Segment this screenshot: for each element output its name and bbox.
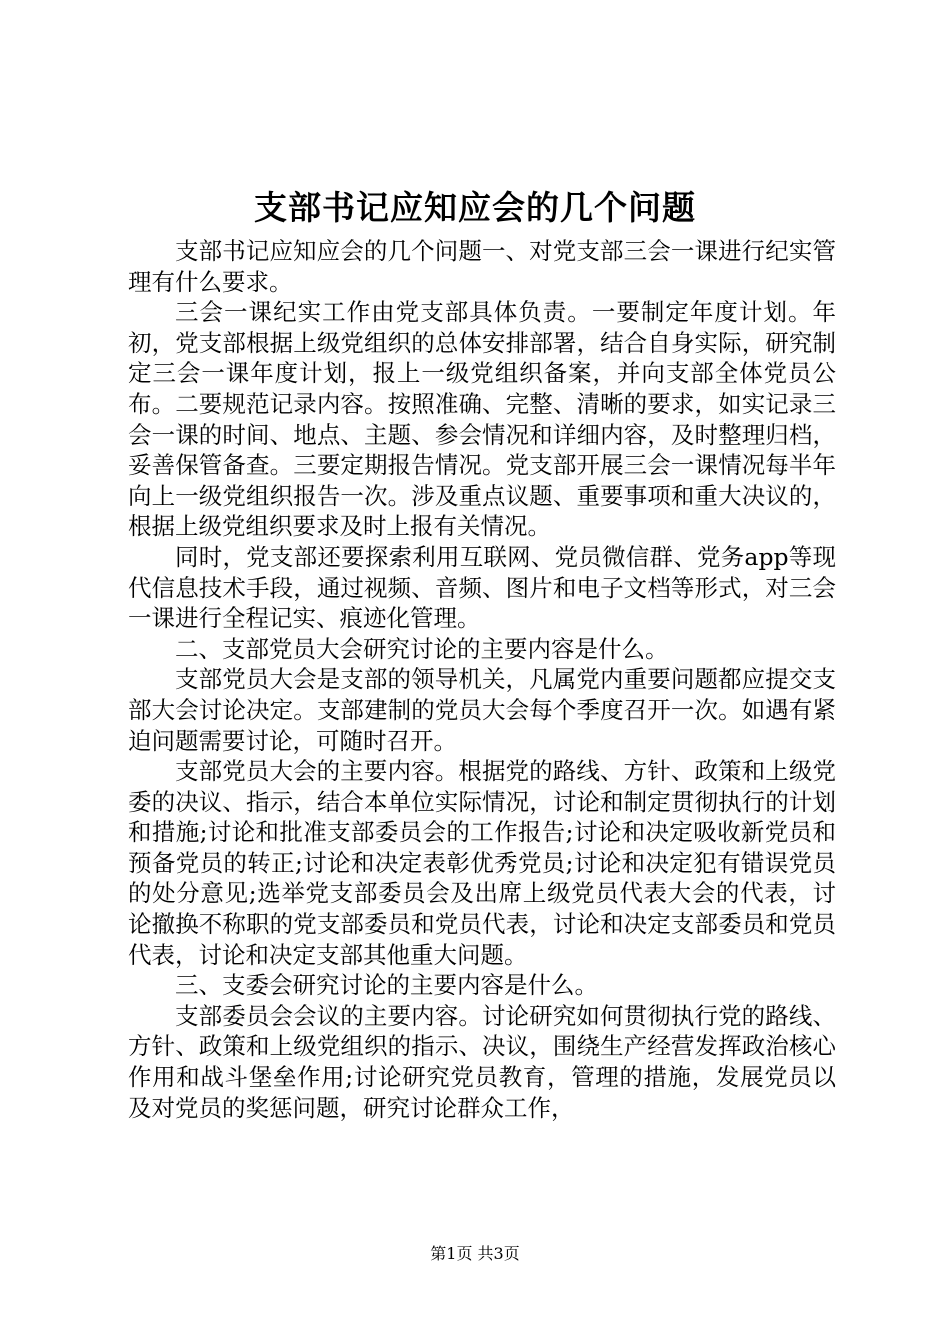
paragraph: 支部党员大会的主要内容。根据党的路线、方针、政策和上级党委的决议、指示，结合本单位实际情况，讨论和制定贯彻执行的计划和措施;讨论和批准支部委员会的工作报告;讨论和决定吸收新党员和预备党员的转正;讨论和决定表彰优秀党员;讨论和决定犯有错误党员的处分意见;选举党支部委员会及出席上级党员代表大会的代表，讨论撤换不称职的党支部委员和党员代表，讨论和决定支部委员和党员代表，讨论和决定支部其他重大问题。 bbox=[128, 757, 836, 969]
document-title: 支部书记应知应会的几个问题 bbox=[254, 188, 696, 227]
paragraph: 三会一课纪实工作由党支部具体负责。一要制定年度计划。年初，党支部根据上级党组织的总体安排部署，结合自身实际，研究制定三会一课年度计划，报上一级党组织备案，并向支部全体党员公布。二要规范记录内容。按照准确、完整、清晰的要求，如实记录三会一课的时间、地点、主题、参会情况和详细内容，及时整理归档，妥善保管备查。三要定期报告情况。党支部开展三会一课情况每半年向上一级党组织报告一次。涉及重点议题、重要事项和重大决议的，根据上级党组织要求及时上报有关情况。 bbox=[128, 298, 836, 541]
paragraph: 同时，党支部还要探索利用互联网、党员微信群、党务app等现代信息技术手段，通过视频、音频、图片和电子文档等形式，对三会一课进行全程记实、痕迹化管理。 bbox=[128, 542, 836, 633]
document-body bbox=[128, 236, 836, 1123]
section-heading: 二、支部党员大会研究讨论的主要内容是什么。 bbox=[175, 634, 669, 663]
paragraph: 支部党员大会是支部的领导机关，凡属党内重要问题都应提交支部大会讨论决定。支部建制的党员大会每个季度召开一次。如遇有紧迫问题需要讨论，可随时召开。 bbox=[128, 665, 836, 755]
paragraph: 支部委员会会议的主要内容。讨论研究如何贯彻执行党的路线、方针、政策和上级党组织的指示、决议，围绕生产经营发挥政治核心作用和战斗堡垒作用;讨论研究党员教育，管理的措施，发展党员以及对党员的奖惩问题，研究讨论群众工作， bbox=[128, 1001, 836, 1122]
section-heading: 三、支委会研究讨论的主要内容是什么。 bbox=[175, 971, 598, 1000]
page-number-footer: 第1页 共3页 bbox=[430, 1244, 520, 1263]
paragraph: 支部书记应知应会的几个问题一、对党支部三会一课进行纪实管理有什么要求。 bbox=[128, 237, 836, 296]
